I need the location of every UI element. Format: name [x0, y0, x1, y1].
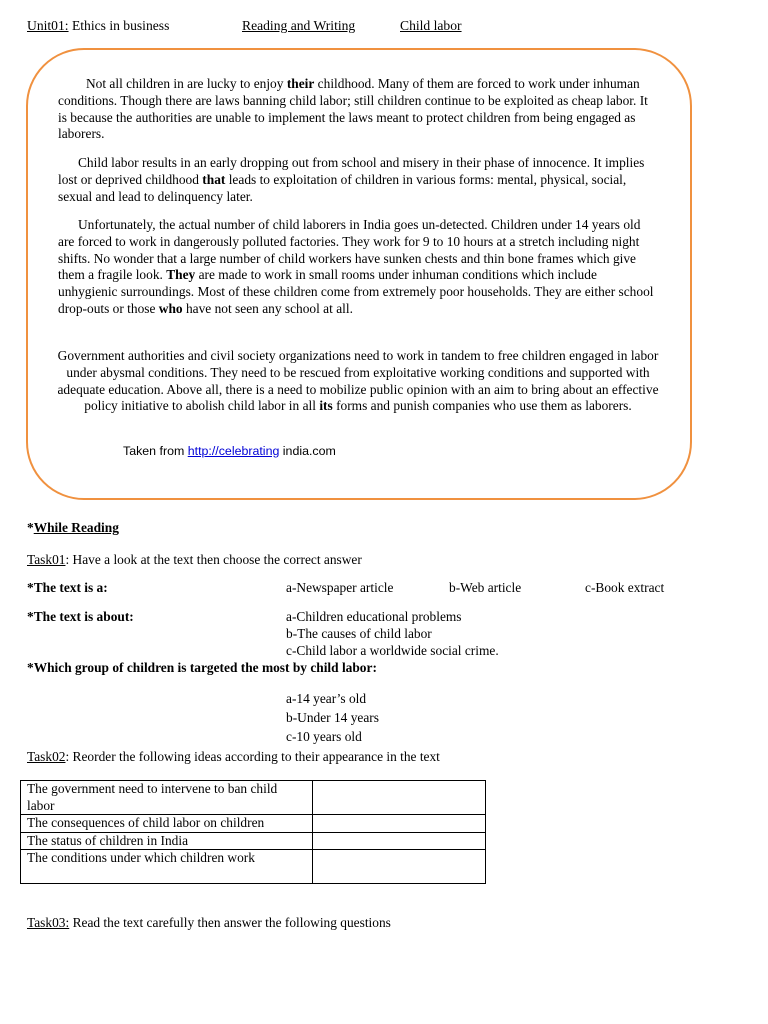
passage-paragraph-4 [52, 348, 664, 415]
p4-bold: its [319, 398, 333, 414]
p3-text-b: are made to work in small rooms under inhuman conditions which include unhygienic surroundings. Most of these children come from extremely poor households. They are either school drop-outs or those [58, 267, 654, 316]
table-row [21, 781, 486, 815]
table-row [21, 850, 486, 884]
p2-text-b: leads to exploitation of children in various forms: mental, physical, social, sexual and lead to delinquency later. [58, 171, 627, 204]
task01-q3: *Which group of children is targeted the most by child labor: [27, 660, 377, 675]
task01-q1: *The text is a: [27, 580, 108, 595]
p3-bold-1: They [166, 267, 196, 283]
source-line [123, 443, 336, 460]
task01-label: Task01 [27, 552, 66, 567]
p3-text-a: Unfortunately, the actual number of child laborers in India goes un-detected. Children under 14 years old are forced to work in dangerously polluted factories. They work for 9 to 10 hours at a stretch including night shifts. No wonder that a large number of child workers have sunken chests and thin bone frames which give them a fragile look. [58, 217, 641, 283]
passage-paragraph-3 [58, 217, 658, 318]
task02-heading [27, 749, 440, 766]
table-cell-idea: The status of children in India [21, 832, 313, 850]
task01-q1-option-a[interactable]: a-Newspaper article [286, 580, 394, 595]
passage-paragraph-2 [58, 155, 658, 205]
table-cell-answer[interactable] [313, 815, 486, 833]
topic-title: Child labor [400, 18, 462, 33]
table-row [21, 832, 486, 850]
while-reading-star: * [27, 520, 34, 535]
task01-q2-option-a[interactable]: a-Children educational problems [286, 609, 462, 624]
task02-instruction: : Reorder the following ideas according to their appearance in the text [65, 749, 440, 764]
task01-q3-option-a[interactable]: a-14 year’s old [286, 691, 367, 706]
task01-q1-option-c[interactable]: c-Book extract [585, 580, 665, 595]
task01-q3-option-b[interactable]: b-Under 14 years [286, 710, 379, 725]
p2-text-a: Child labor results in an early dropping out from school and misery in their phase of innocence. It implies lost or deprived childhood [58, 155, 645, 187]
table-cell-answer[interactable] [313, 832, 486, 850]
while-reading-label: While Reading [33, 520, 119, 535]
source-link[interactable]: http://celebrating [187, 444, 280, 458]
task01-q2-option-b[interactable]: b-The causes of child labor [286, 626, 432, 641]
task01-q2: *The text is about: [27, 609, 134, 624]
task01-q2-option-c[interactable]: c-Child labor a worldwide social crime. [286, 643, 499, 658]
p3-bold-2: who [158, 300, 183, 316]
p1-bold: their [286, 76, 315, 91]
p1-text-b: childhood. Many of them are forced to work under inhuman conditions. Though there are laws banning child labor; still children continue to be exploited as cheap labor. It is because the authorities are unable to implement the laws meant to protect children from being engaged as laborers. [58, 76, 648, 142]
source-suffix: india.com [279, 444, 336, 458]
task03-label: Task03: [27, 915, 70, 930]
p4-text-b: forms and punish companies who use them as laborers. [332, 398, 632, 414]
table-cell-idea: The consequences of child labor on children [21, 815, 313, 833]
task01-heading [27, 552, 362, 569]
table-cell-answer[interactable] [313, 781, 486, 815]
p1-text-a: Not all children in are lucky to enjoy [86, 76, 287, 91]
task03-heading [27, 915, 391, 932]
p4-text-a: Government authorities and civil society organizations need to work in tandem to free children engaged in labor under abysmal conditions. They need to be rescued from exploitative working conditions and supported with adequate education. Above all, there is a need to mobilize public opinion with an aim to bring about an effective policy initiative to abolish child labor in all [57, 348, 659, 414]
unit-heading [27, 18, 169, 35]
table-cell-idea: The conditions under which children work [21, 850, 313, 884]
task03-instruction: Read the text carefully then answer the following questions [69, 915, 391, 930]
task02-label: Task02 [27, 749, 66, 764]
p2-bold: that [202, 171, 226, 187]
task01-q1-option-b[interactable]: b-Web article [449, 580, 522, 595]
task01-q3-option-c[interactable]: c-10 years old [286, 729, 362, 744]
source-prefix: Taken from [123, 444, 188, 458]
unit-title: Ethics in business [68, 18, 170, 33]
reorder-table [20, 780, 486, 884]
section-title: Reading and Writing [242, 18, 356, 33]
p3-text-c: have not seen any school at all. [182, 300, 353, 316]
task01-instruction: : Have a look at the text then choose the correct answer [65, 552, 362, 567]
passage-paragraph-1 [58, 76, 658, 143]
while-reading-heading [27, 520, 119, 537]
table-cell-answer[interactable] [313, 850, 486, 884]
table-row [21, 815, 486, 833]
table-cell-idea: The government need to intervene to ban child labor [21, 781, 313, 815]
unit-label: Unit01: [27, 18, 69, 33]
